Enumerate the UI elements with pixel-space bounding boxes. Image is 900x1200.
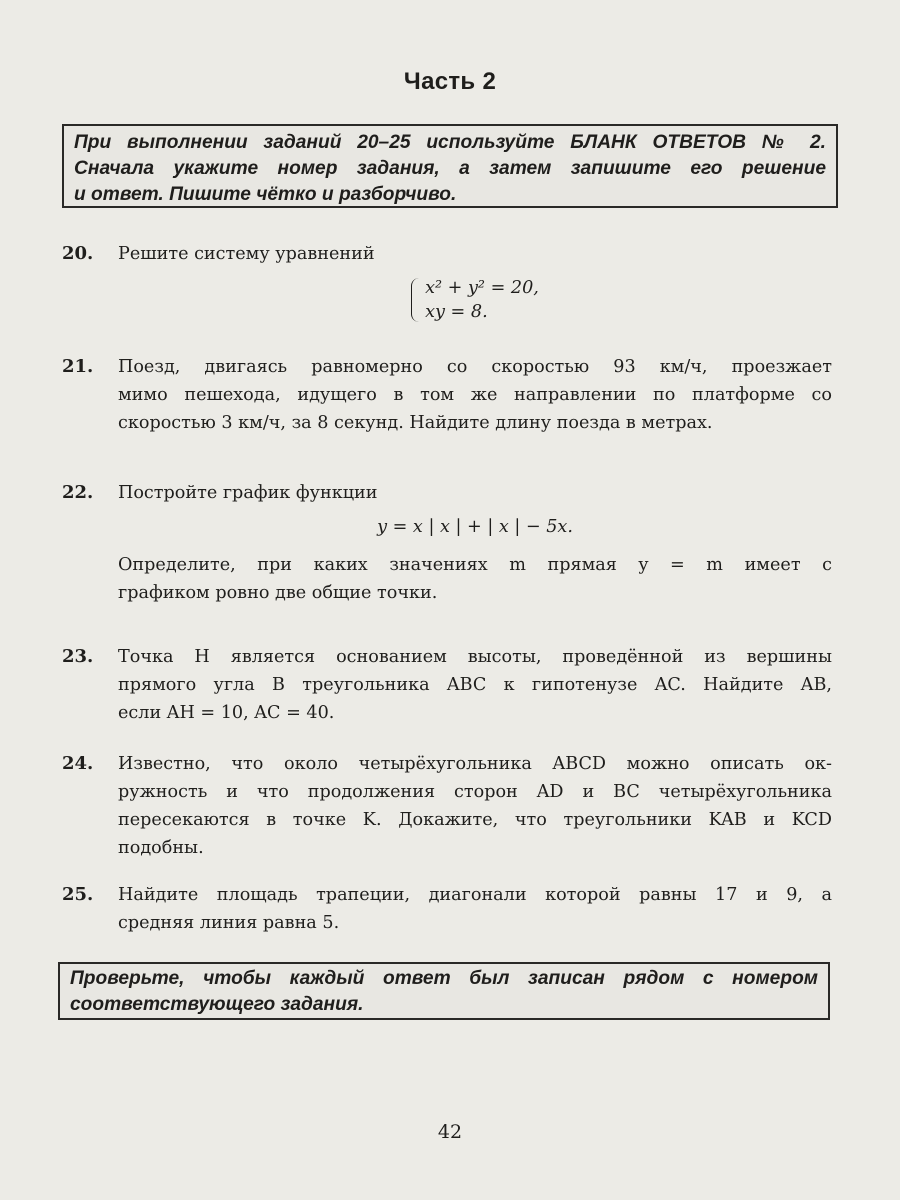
task-20: [62, 240, 832, 332]
instructions-line: Сначала укажите номер задания, а затем запишите его решение: [74, 158, 826, 179]
task-text: Известно, что около четырёхугольника ABCD можно описать ок-: [118, 754, 832, 774]
task-text: средняя линия равна 5.: [118, 913, 340, 933]
task-text: Найдите площадь трапеции, диагонали которой равны 17 и 9, а: [118, 885, 832, 905]
equation-system: [411, 276, 539, 324]
function-formula: y = x | x | + | x | − 5x.: [377, 517, 573, 537]
task-number: 21.: [62, 356, 94, 377]
task-number: 25.: [62, 884, 94, 905]
brace: [411, 278, 420, 322]
reminder-box: [58, 962, 830, 1020]
task-text: графиком ровно две общие точки.: [118, 583, 438, 603]
page-number: 42: [437, 1121, 463, 1143]
equation: x² + y² = 20,: [425, 278, 539, 298]
task-number: 23.: [62, 646, 94, 667]
page-title: Часть 2: [403, 68, 497, 95]
reminder-line: Проверьте, чтобы каждый ответ был записан рядом с номером: [70, 968, 818, 989]
task-text: Поезд, двигаясь равномерно со скоростью 93 км/ч, проезжает: [118, 357, 832, 377]
task-text: пересекаются в точке K. Докажите, что треугольники KAB и KCD: [118, 810, 832, 830]
task-text: Решите систему уравнений: [118, 244, 375, 264]
task-text: Точка H является основанием высоты, проведённой из вершины: [118, 647, 832, 667]
task-25: [62, 881, 832, 937]
task-text: если AH = 10, AC = 40.: [118, 703, 335, 723]
task-24: [62, 750, 832, 862]
task-text: Постройте график функции: [118, 483, 378, 503]
task-text: ружность и что продолжения сторон AD и BC четырёхугольника: [118, 782, 832, 802]
task-text: подобны.: [118, 838, 204, 858]
task-text: прямого угла B треугольника ABC к гипотенузе AC. Найдите AB,: [118, 675, 832, 695]
task-text: Определите, при каких значениях m прямая y = m имеет с: [118, 555, 832, 575]
task-number: 22.: [62, 482, 94, 503]
instructions-line: При выполнении заданий 20–25 используйте БЛАНК ОТВЕТОВ № 2.: [74, 132, 826, 153]
task-text: мимо пешехода, идущего в том же направлении по платформе со: [118, 385, 832, 405]
task-number: 20.: [62, 243, 94, 264]
task-21: [62, 353, 832, 437]
equation: xy = 8.: [425, 302, 488, 322]
task-23: [62, 643, 832, 727]
task-22: [62, 479, 832, 607]
instructions-line: и ответ. Пишите чётко и разборчиво.: [74, 184, 457, 205]
instructions-box: [62, 124, 838, 208]
reminder-line: соответствующего задания.: [70, 994, 364, 1015]
task-text: скоростью 3 км/ч, за 8 секунд. Найдите длину поезда в метрах.: [118, 413, 713, 433]
task-number: 24.: [62, 753, 94, 774]
